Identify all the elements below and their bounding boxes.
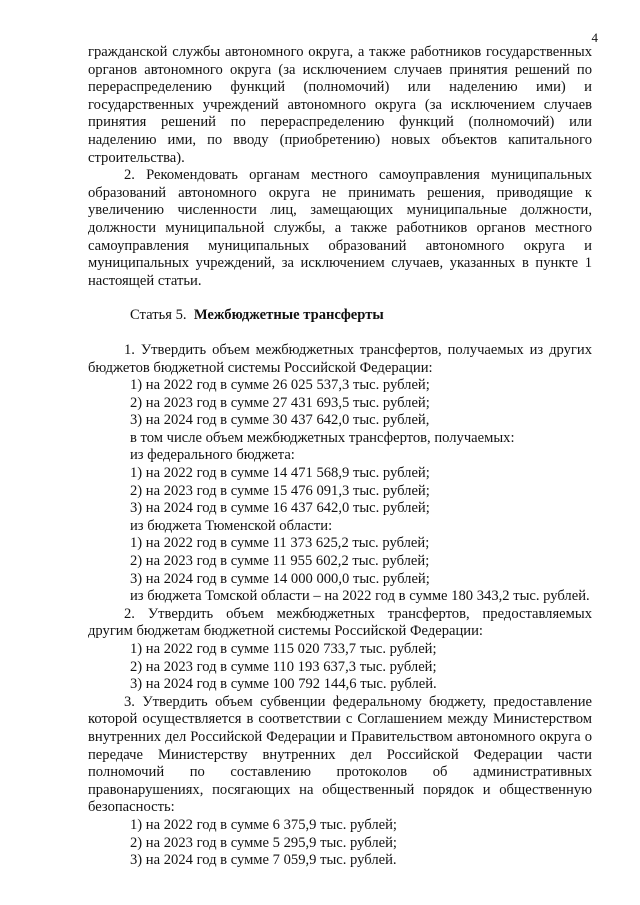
list-item: 3) на 2024 год в сумме 30 437 642,0 тыс. рублей, [130, 412, 430, 429]
tyumen-label: из бюджета Тюменской области: [130, 517, 333, 534]
list-item: 2) на 2023 год в сумме 11 955 602,2 тыс. рублей; [130, 553, 430, 570]
article-prefix: Статья 5. [130, 307, 187, 324]
list-item: 2) на 2023 год в сумме 27 431 693,5 тыс. рублей; [130, 394, 430, 411]
spacer [88, 290, 592, 307]
page-number: 4 [591, 30, 598, 45]
list-item: 3) на 2024 год в сумме 7 059,9 тыс. рублей. [130, 852, 397, 869]
list-item: 2) на 2023 год в сумме 15 476 091,3 тыс. рублей; [130, 482, 430, 499]
section-2-intro: 2. Утвердить объем межбюджетных трансфертов, предоставляемых другим бюджетам бюджетной системы Российской Федерации: [88, 605, 592, 640]
federal-label: из федерального бюджета: [130, 447, 295, 464]
paragraph-2: 2. Рекомендовать органам местного самоуправления муниципальных образований автономного округа не принимать решения, приводящие к увеличению численности лиц, замещающих муниципальные должности, должности муниципальной службы, а также работников органов местного самоуправления муниципальных образований автономного округа и муниципальных учреждений, за исключением случаев, указанных в пункте 1 настоящей статьи. [88, 167, 592, 289]
list-item: 2) на 2023 год в сумме 5 295,9 тыс. рублей; [130, 834, 397, 851]
list-item: 1) на 2022 год в сумме 115 020 733,7 тыс. рублей; [130, 641, 437, 657]
document-body [88, 44, 592, 870]
section-1-intro: 1. Утвердить объем межбюджетных трансфертов, получаемых из других бюджетов бюджетной системы Российской Федерации: [88, 341, 592, 376]
list-item: 2) на 2023 год в сумме 110 193 637,3 тыс. рублей; [130, 658, 437, 675]
list-item: 1) на 2022 год в сумме 14 471 568,9 тыс. рублей; [130, 465, 430, 482]
including-line: в том числе объем межбюджетных трансфертов, получаемых: [130, 429, 515, 446]
section-3-intro: 3. Утвердить объем субвенции федеральному бюджету, предоставление которой осуществляется в соответствии с Соглашением между Министерством внутренних дел Российской Федерации и Правительством автономного округа о передаче Министерству внутренних дел Российской Федерации части полномочий по составлению протоколов об административных правонарушениях, посягающих на общественный порядок и общественную безопасность: [88, 693, 592, 816]
tomsk-line: из бюджета Томской области – на 2022 год в сумме 180 343,2 тыс. рублей. [130, 588, 590, 605]
paragraph-continuation: гражданской службы автономного округа, а также работников государственных органов автономного округа (за исключением случаев принятия решений по перераспределению функций (полномочий) или наделению ими) и государственных учреждений автономного округа (за исключением случаев принятия решений по перераспределению функций (полномочий) или наделению ими, по вводу (приобретению) новых объектов капитального строительства). [88, 44, 592, 166]
spacer [88, 325, 592, 342]
article-heading [88, 307, 592, 325]
article-title: Межбюджетные трансферты [193, 307, 384, 324]
list-item: 1) на 2022 год в сумме 11 373 625,2 тыс. рублей; [130, 535, 430, 552]
list-item: 3) на 2024 год в сумме 16 437 642,0 тыс. рублей; [130, 500, 430, 517]
list-item: 3) на 2024 год в сумме 14 000 000,0 тыс. рублей; [130, 570, 430, 587]
list-item: 1) на 2022 год в сумме 26 025 537,3 тыс. рублей; [130, 377, 430, 394]
list-item: 3) на 2024 год в сумме 100 792 144,6 тыс. рублей. [130, 676, 437, 693]
list-item: 1) на 2022 год в сумме 6 375,9 тыс. рублей; [130, 816, 397, 833]
